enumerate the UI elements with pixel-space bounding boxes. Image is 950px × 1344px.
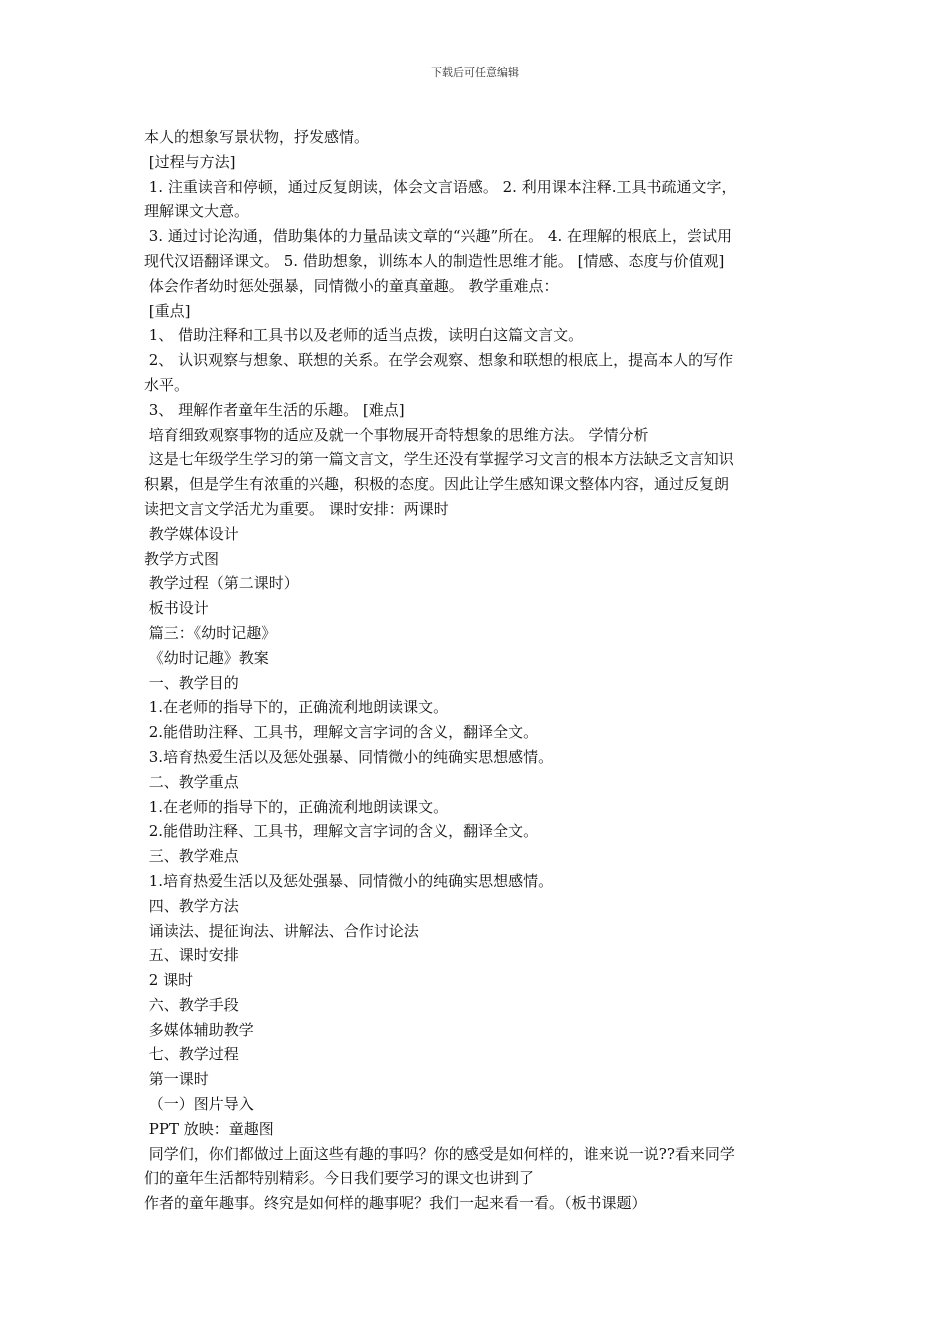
- text-line: 积累，但是学生有浓重的兴趣，积极的态度。因此让学生感知课文整体内容，通过反复朗: [144, 475, 730, 494]
- text-line: 1.在老师的指导下的，正确流利地朗读课文。: [144, 797, 449, 816]
- text-line: 教学过程（第二课时）: [144, 574, 299, 593]
- text-line: 同学们，你们都做过上面这些有趣的事吗？你的感受是如何样的，谁来说一说??看来同学: [144, 1144, 735, 1163]
- text-line: 1.在老师的指导下的，正确流利地朗读课文。: [144, 698, 449, 717]
- text-line: PPT 放映：童趣图: [144, 1119, 274, 1138]
- text-line: 三、教学难点: [144, 847, 239, 866]
- text-line: 二、教学重点: [144, 772, 239, 791]
- text-line: 教学方式图: [144, 549, 220, 568]
- text-line: 作者的童年趣事。终究是如何样的趣事呢？我们一起来看一看。（板书课题）: [144, 1194, 647, 1213]
- text-line: 3.培育热爱生活以及惩处强暴、同情微小的纯确实思想感情。: [144, 747, 554, 766]
- text-line: 1. 注重读音和停顿，通过反复朗读，体会文言语感。 2. 利用课本注释.工具书疏通文字，: [144, 177, 737, 196]
- text-line: 读把文言文学活尤为重要。 课时安排：两课时: [144, 499, 449, 518]
- document-body: [144, 125, 816, 1216]
- text-line: 2.能借助注释、工具书，理解文言字词的含义，翻译全文。: [144, 822, 539, 841]
- text-line: 一、教学目的: [144, 673, 239, 692]
- text-line: 2.能借助注释、工具书，理解文言字词的含义，翻译全文。: [144, 723, 539, 742]
- text-line: 四、教学方法: [144, 896, 239, 915]
- text-line: 2、 认识观察与想象、联想的关系。在学会观察、想象和联想的根底上，提高本人的写作: [144, 351, 734, 370]
- text-line: 教学媒体设计: [144, 524, 239, 543]
- text-line: 体会作者幼时惩处强暴，同情微小的童真童趣。 教学重难点：: [144, 276, 559, 295]
- text-line: 1.培育热爱生活以及惩处强暴、同情微小的纯确实思想感情。: [144, 871, 554, 890]
- text-line: [过程与方法]: [144, 152, 236, 171]
- text-line: 本人的想象写景状物，抒发感情。: [144, 128, 370, 146]
- text-line: 理解课文大意。: [144, 202, 250, 221]
- text-line: [重点]: [144, 301, 191, 320]
- text-line: （一）图片导入: [144, 1095, 254, 1114]
- text-line: 多媒体辅助教学: [144, 1020, 254, 1039]
- text-line: 五、课时安排: [144, 946, 239, 965]
- text-line: 第一课时: [144, 1070, 209, 1089]
- text-line: 《幼时记趣》教案: [144, 648, 269, 667]
- text-line: 这是七年级学生学习的第一篇文言文，学生还没有掌握学习文言的根本方法缺乏文言知识: [144, 450, 734, 469]
- text-line: 水平。: [144, 375, 190, 394]
- text-line: 3、 理解作者童年生活的乐趣。 [难点]: [144, 400, 405, 419]
- text-line: 培育细致观察事物的适应及就一个事物展开奇特想象的思维方法。 学情分析: [144, 425, 649, 444]
- text-line: 板书设计: [144, 599, 209, 618]
- text-line: 1、 借助注释和工具书以及老师的适当点拨，读明白这篇文言文。: [144, 326, 584, 345]
- text-line: 六、教学手段: [144, 995, 239, 1014]
- text-line: 七、教学过程: [144, 1045, 239, 1064]
- text-line: 3. 通过讨论沟通，借助集体的力量品读文章的“兴趣”所在。 4. 在理解的根底上，尝试用: [144, 227, 733, 246]
- text-line: 2 课时: [144, 971, 194, 990]
- text-line: 诵读法、提征询法、讲解法、合作讨论法: [144, 921, 419, 940]
- text-line: 们的童年生活都特别精彩。今日我们要学习的课文也讲到了: [144, 1169, 535, 1188]
- text-line: 现代汉语翻译课文。 5. 借助想象，训练本人的制造性思维才能。 [情感、态度与价值观]: [144, 251, 725, 270]
- page-header: 下载后可任意编辑: [431, 66, 519, 79]
- text-line: 篇三：《幼时记趣》: [144, 623, 277, 642]
